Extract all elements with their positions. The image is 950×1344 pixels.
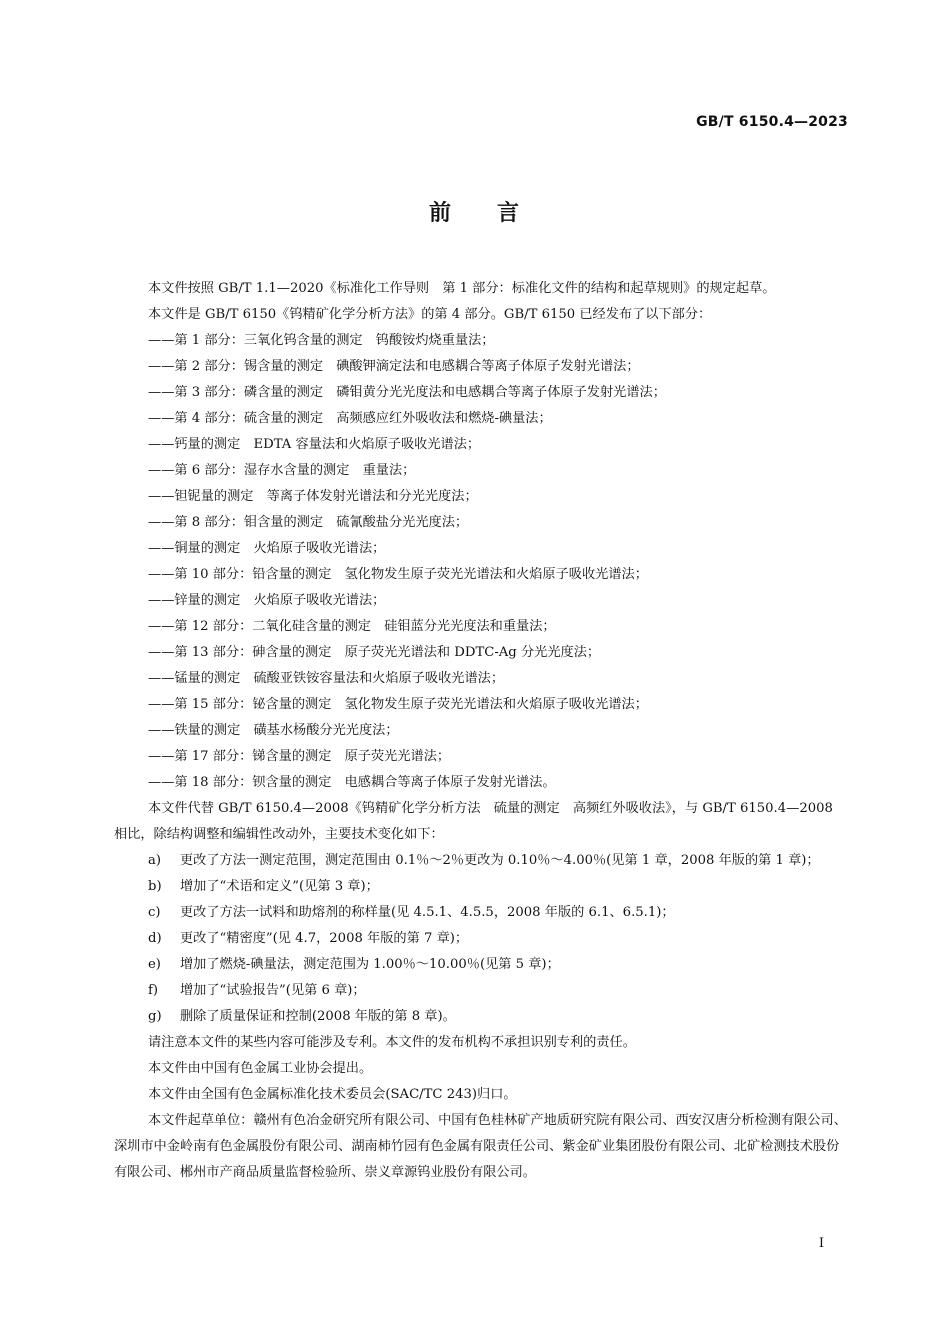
patent-notice: 请注意本文件的某些内容可能涉及专利。本文件的发布机构不承担识别专利的责任。 <box>148 1035 636 1050</box>
change-item <box>114 900 850 926</box>
part-item: ——第 8 部分：钼含量的测定 硫氰酸盐分光光度法； <box>148 515 469 530</box>
change-text: 更改了方法一测定范围，测定范围由 0.1％～2％更改为 0.10％～4.00％(见第 1 章，2008 年版的第 1 章)； <box>180 853 820 868</box>
change-label: c) <box>148 905 161 920</box>
part-item: ——第 2 部分：锡含量的测定 碘酸钾滴定法和电感耦合等离子体原子发射光谱法； <box>148 359 640 374</box>
change-label: b) <box>148 879 162 894</box>
part-item: ——第 4 部分：硫含量的测定 高频感应红外吸收法和燃烧-碘量法； <box>148 411 552 426</box>
intro-paragraph-2: 本文件是 GB/T 6150《钨精矿化学分析方法》的第 4 部分。GB/T 6150 已经发布了以下部分： <box>148 307 712 322</box>
part-item: ——第 13 部分：砷含量的测定 原子荧光光谱法和 DDTC-Ag 分光光度法； <box>148 645 601 660</box>
change-item <box>114 848 850 874</box>
part-item: ——钽铌量的测定 等离子体发射光谱法和分光光度法； <box>148 489 478 504</box>
change-item <box>114 952 850 978</box>
part-item: ——钙量的测定 EDTA 容量法和火焰原子吸收光谱法； <box>148 437 481 452</box>
part-item: ——第 17 部分：锑含量的测定 原子荧光光谱法； <box>148 749 451 764</box>
part-item: ——第 18 部分：钡含量的测定 电感耦合等离子体原子发射光谱法。 <box>148 775 556 790</box>
change-label: g) <box>148 1009 162 1024</box>
change-item <box>114 926 850 952</box>
foreword-body <box>114 276 850 1186</box>
intro-paragraph-1: 本文件按照 GB/T 1.1—2020《标准化工作导则 第 1 部分：标准化文件的结构和起草规则》的规定起草。 <box>148 281 776 296</box>
change-item <box>114 978 850 1004</box>
standard-code: GB/T 6150.4—2023 <box>696 114 848 130</box>
page-number: I <box>818 1236 824 1251</box>
part-item: ——第 12 部分：二氧化硅含量的测定 硅钼蓝分光光度法和重量法； <box>148 619 556 634</box>
change-text: 增加了“试验报告”(见第 6 章)； <box>180 983 366 998</box>
change-text: 更改了“精密度”(见 4.7，2008 年版的第 7 章)； <box>180 931 469 946</box>
parts-list <box>114 328 850 796</box>
part-item: ——第 3 部分：磷含量的测定 磷钼黄分光光度法和电感耦合等离子体原子发射光谱法； <box>148 385 666 400</box>
part-item: ——铜量的测定 火焰原子吸收光谱法； <box>148 541 386 556</box>
part-item: ——第 6 部分：湿存水含量的测定 重量法； <box>148 463 416 478</box>
drafting-units: 本文件起草单位：赣州有色冶金研究所有限公司、中国有色桂林矿产地质研究院有限公司、西安汉唐分析检测有限公司、深圳市中金岭南有色金属股份有限公司、湖南柿竹园有色金属有限责任公司、紫金矿业集团股份有限公司、北矿检测技术股份有限公司、郴州市产商品质量监督检验所、崇义章源钨业股份有限公司。 <box>114 1113 847 1180</box>
change-item <box>114 874 850 900</box>
change-text: 增加了“术语和定义”(见第 3 章)； <box>180 879 379 894</box>
change-text: 删除了质量保证和控制(2008 年版的第 8 章)。 <box>180 1009 456 1024</box>
title-char-2: 言 <box>497 201 522 226</box>
managed-by: 本文件由全国有色金属标准化技术委员会(SAC/TC 243)归口。 <box>148 1087 517 1102</box>
part-item: ——锰量的测定 硫酸亚铁铵容量法和火焰原子吸收光谱法； <box>148 671 505 686</box>
change-text: 更改了方法一试料和助熔剂的称样量(见 4.5.1、4.5.5，2008 年版的 6.1、6.5.1)； <box>180 905 675 920</box>
page-title <box>0 196 950 227</box>
part-item: ——第 1 部分：三氧化钨含量的测定 钨酸铵灼烧重量法； <box>148 333 495 348</box>
change-item <box>114 1004 850 1030</box>
changes-list <box>114 848 850 1030</box>
title-char-1: 前 <box>428 201 453 226</box>
change-label: f) <box>148 983 159 998</box>
replacement-paragraph: 本文件代替 GB/T 6150.4—2008《钨精矿化学分析方法 硫量的测定 高频红外吸收法》，与 GB/T 6150.4—2008 相比，除结构调整和编辑性改动外，主要技术变化如下： <box>114 801 833 842</box>
proposed-by: 本文件由中国有色金属工业协会提出。 <box>148 1061 373 1076</box>
change-label: a) <box>148 853 162 868</box>
change-label: d) <box>148 931 162 946</box>
change-label: e) <box>148 957 161 972</box>
part-item: ——锌量的测定 火焰原子吸收光谱法； <box>148 593 386 608</box>
change-text: 增加了燃烧-碘量法，测定范围为 1.00％～10.00％(见第 5 章)； <box>180 957 560 972</box>
part-item: ——第 15 部分：铋含量的测定 氢化物发生原子荧光光谱法和火焰原子吸收光谱法； <box>148 697 648 712</box>
part-item: ——铁量的测定 磺基水杨酸分光光度法； <box>148 723 399 738</box>
part-item: ——第 10 部分：铅含量的测定 氢化物发生原子荧光光谱法和火焰原子吸收光谱法； <box>148 567 648 582</box>
